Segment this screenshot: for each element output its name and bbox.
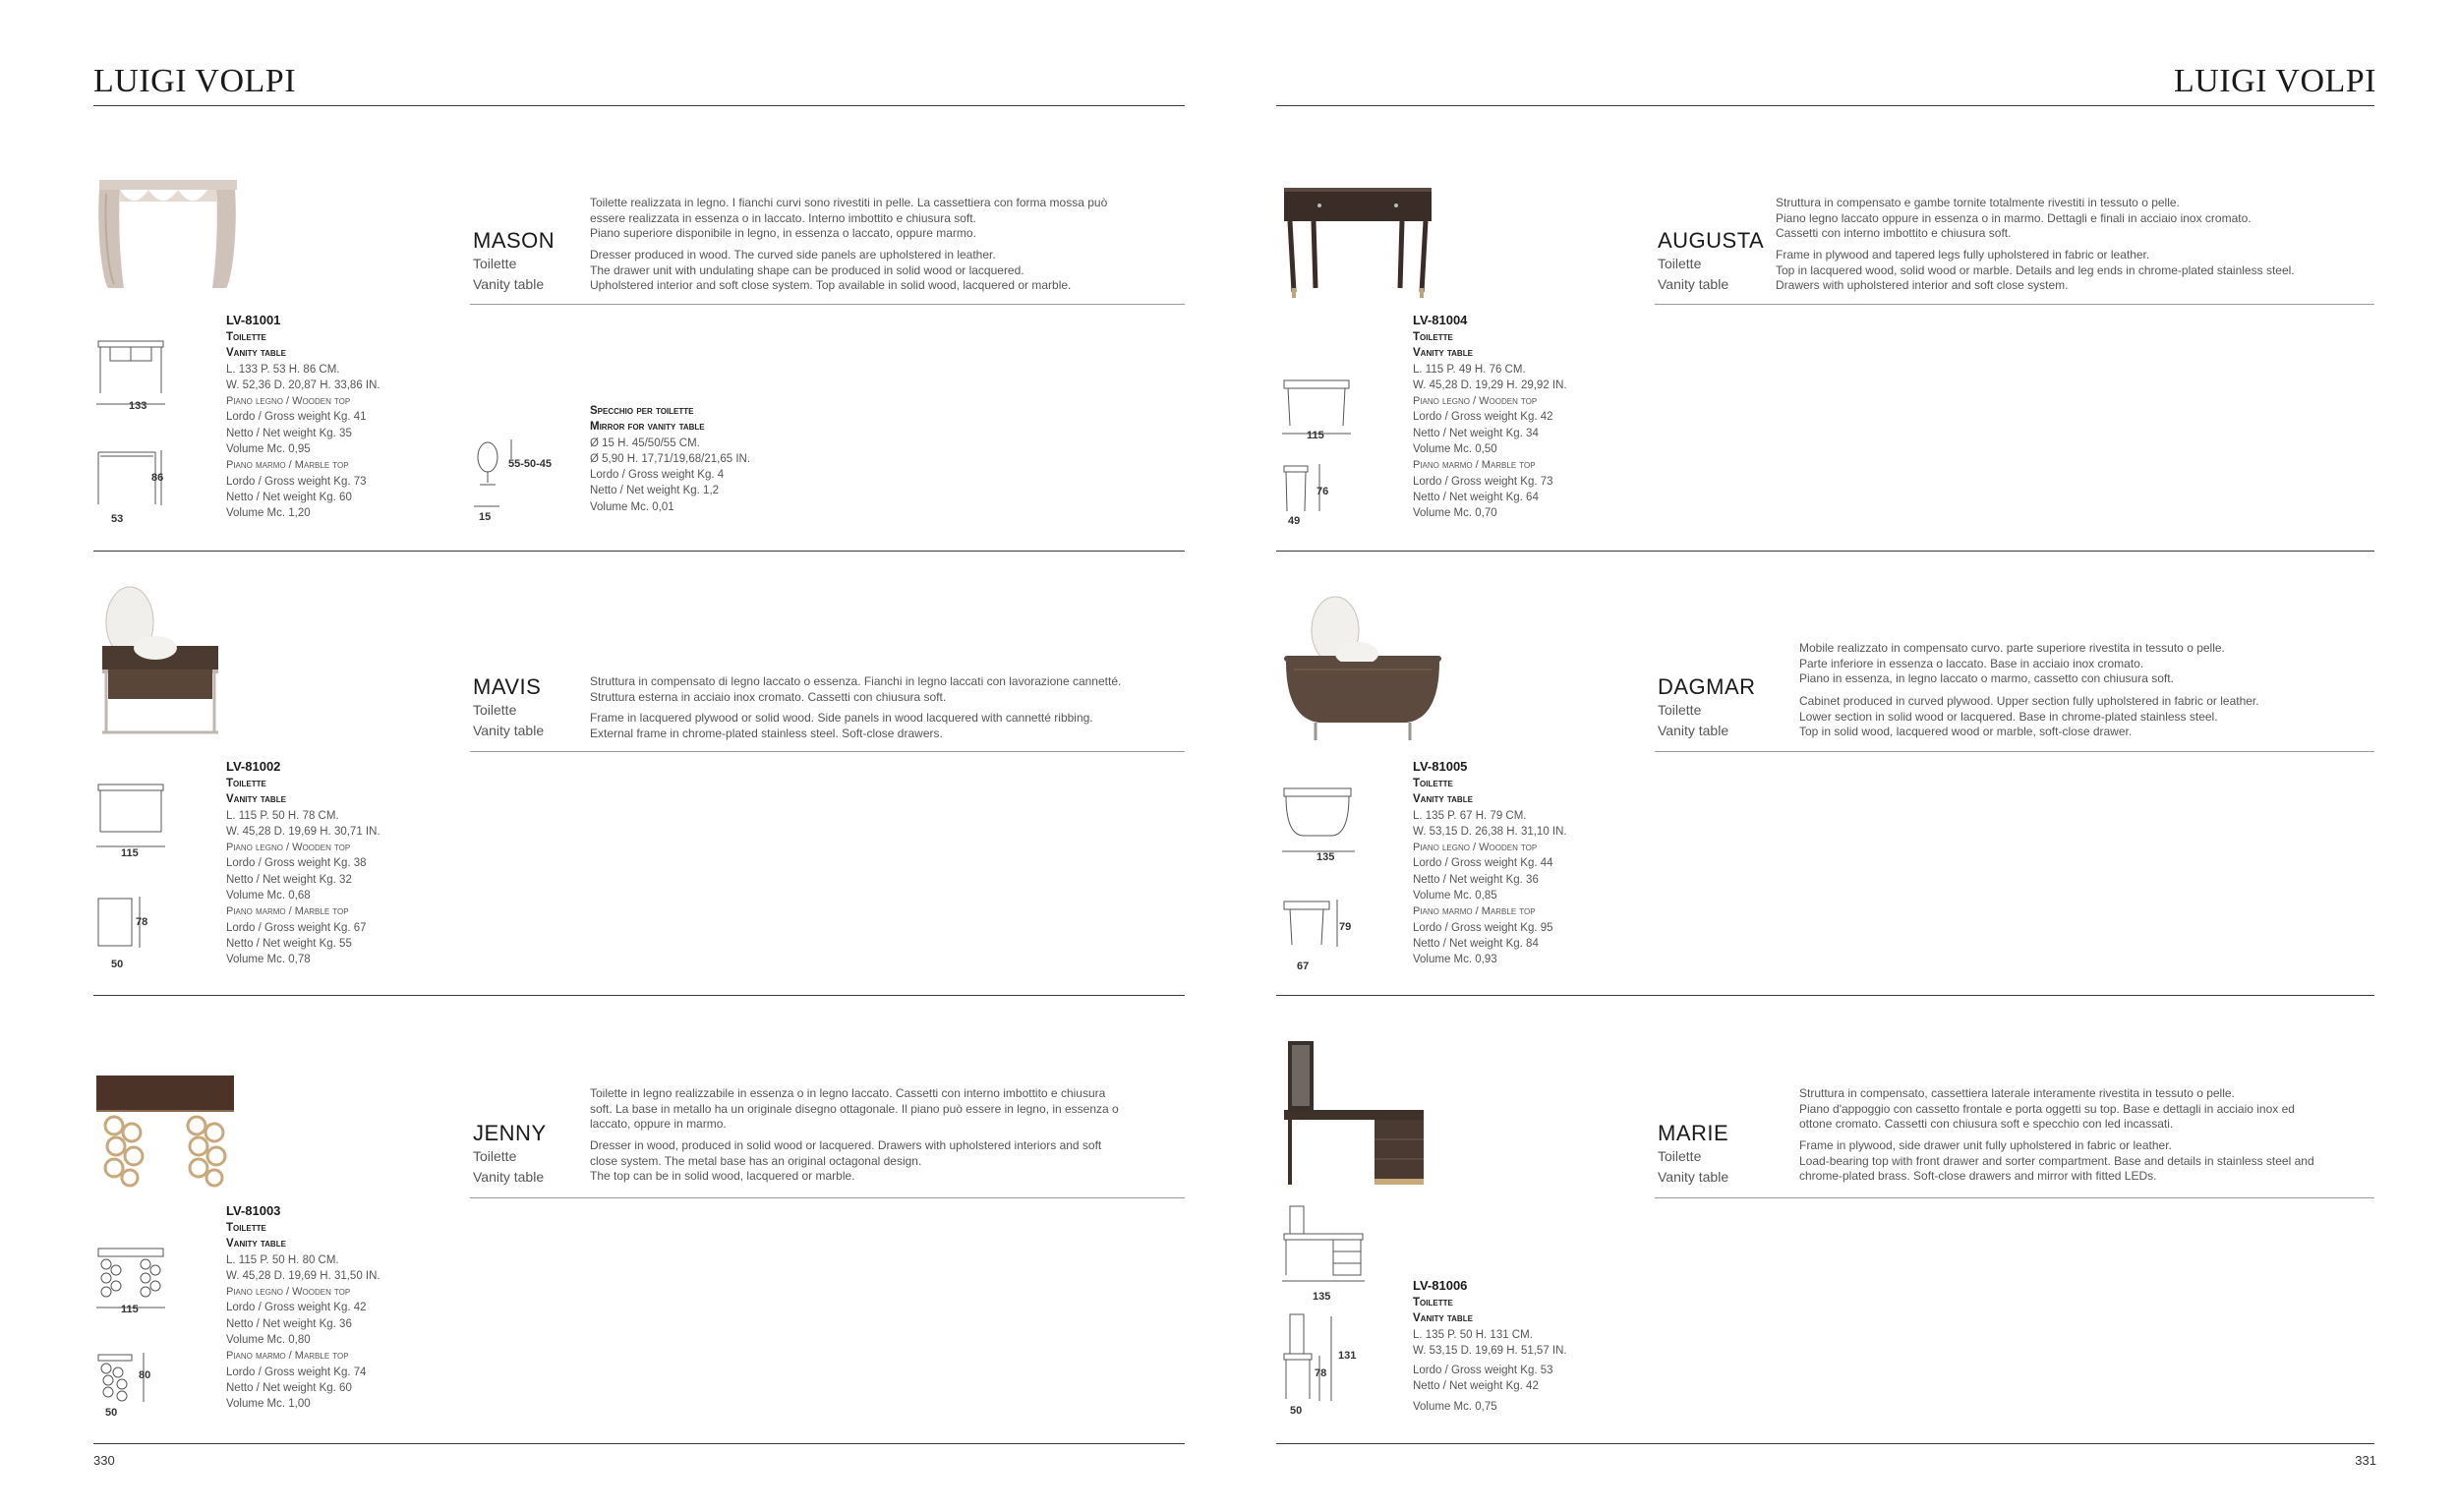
mirror-title-it: Specchio per toilette <box>590 405 694 417</box>
brand-logo-right: LUIGI VOLPI <box>2173 63 2376 99</box>
product-type-en: Vanity table <box>473 276 545 292</box>
section-divider <box>93 995 1185 996</box>
wood-net: Netto / Net weight Kg. 34 <box>1413 427 1539 439</box>
product-code: LV-81002 <box>226 759 281 774</box>
wood-vol: Volume Mc. 0,80 <box>226 1334 311 1347</box>
marble-net: Netto / Net weight Kg. 84 <box>1413 937 1539 950</box>
mason-height-dim: 86 <box>151 472 164 484</box>
dims-cm: L. 133 P. 53 H. 86 CM. <box>226 363 340 376</box>
jenny-side-drawing <box>94 1353 168 1410</box>
jenny-desc-en: Dresser in wood, produced in solid wood or lacquered. Drawers with upholstered interiors and soft close system. The metal base has an original octagonal design. The top can be in solid wood, lacquered or marble. <box>590 1138 1102 1183</box>
header-rule-right <box>1276 105 2374 106</box>
type-it: Toilette <box>226 1222 266 1234</box>
wood-net: Netto / Net weight Kg. 32 <box>226 873 352 886</box>
mirror-dims-in: Ø 5,90 H. 17,71/19,68/21,65 IN. <box>590 452 751 465</box>
dagmar-height-dim: 79 <box>1339 921 1352 933</box>
product-type-it: Toilette <box>473 256 517 271</box>
dagmar-desc-en: Cabinet produced in curved plywood. Upper section fully upholstered in fabric or leather. Lower section in solid wood or lacquered. Base in chrome-plated stainless steel. Top in solid wood, lacquered wood or marble, soft-close drawer. <box>1799 694 2259 738</box>
wood-gross: Lordo / Gross weight Kg. 41 <box>226 411 367 424</box>
dims-in: W. 53,15 D. 26,38 H. 31,10 IN. <box>1413 825 1567 838</box>
dagmar-title-rule <box>1655 751 2374 752</box>
type-en: Vanity table <box>226 347 286 360</box>
dims-cm: L. 135 P. 67 H. 79 CM. <box>1413 809 1527 822</box>
product-code: LV-81006 <box>1413 1278 1468 1293</box>
product-type-it: Toilette <box>1658 702 1702 718</box>
jenny-height-dim: 80 <box>139 1369 151 1381</box>
jenny-depth-dim: 50 <box>105 1407 118 1419</box>
mavis-width-dim: 115 <box>121 847 139 859</box>
mirror-depth-dim: 15 <box>479 511 492 523</box>
product-type-it: Toilette <box>473 1148 517 1164</box>
dims-cm: L. 115 P. 49 H. 76 CM. <box>1413 363 1526 376</box>
product-type-it: Toilette <box>1658 256 1702 271</box>
product-name: MAVIS <box>473 674 542 699</box>
brand-logo-left: LUIGI VOLPI <box>93 63 297 99</box>
jenny-desc-it: Toilette in legno realizzabile in essenza o in legno laccato. Cassetti con interno imbottito e chiusura soft. La base in metallo ha un originale disegno ottagonale. Il piano può essere in legno, in essenza o laccato, oppure in marmo. <box>590 1086 1119 1131</box>
mavis-height-dim: 78 <box>136 916 148 928</box>
marie-width-dim: 135 <box>1313 1291 1331 1303</box>
wood-gross: Lordo / Gross weight Kg. 42 <box>226 1302 367 1314</box>
product-code: LV-81003 <box>226 1203 281 1218</box>
net-weight: Netto / Net weight Kg. 42 <box>1413 1380 1539 1393</box>
product-name: AUGUSTA <box>1658 228 1765 253</box>
marble-top-label: Piano marmo / Marble top <box>226 1350 349 1363</box>
marble-net: Netto / Net weight Kg. 60 <box>226 491 352 503</box>
mavis-desc-en: Frame in lacquered plywood or solid wood. Side panels in wood lacquered with cannetté ribbing. External frame in chrome-plated stainless steel. Soft-close drawers. <box>590 711 1093 740</box>
wood-net: Netto / Net weight Kg. 36 <box>226 1317 352 1330</box>
wood-gross: Lordo / Gross weight Kg. 38 <box>226 857 367 870</box>
footer-rule-left <box>93 1443 1185 1444</box>
augusta-height-dim: 76 <box>1316 486 1329 497</box>
footer-rule-right <box>1276 1443 2374 1444</box>
marble-gross: Lordo / Gross weight Kg. 67 <box>226 921 367 934</box>
marie-desc-en: Frame in plywood, side drawer unit fully upholstered in fabric or leather. Load-bearing top with front drawer and sorter compartment. Base and details in stainless steel and chrome-plated brass. Soft-close drawers and mirror with fitted LEDs. <box>1799 1138 2314 1183</box>
mason-title-rule <box>470 304 1185 305</box>
marie-side-drawing <box>1280 1312 1359 1411</box>
type-en: Vanity table <box>226 1238 286 1250</box>
marie-title <box>1658 1121 1728 1188</box>
marie-front-drawing <box>1280 1204 1369 1283</box>
type-en: Vanity table <box>1413 1312 1473 1325</box>
product-type-it: Toilette <box>473 702 517 718</box>
marble-top-label: Piano marmo / Marble top <box>1413 459 1536 472</box>
marie-specs <box>1413 1278 1567 1415</box>
mason-width-dim: 133 <box>129 400 147 412</box>
dims-in: W. 45,28 D. 19,69 H. 30,71 IN. <box>226 825 380 838</box>
augusta-photo <box>1280 182 1437 310</box>
augusta-depth-dim: 49 <box>1288 515 1301 527</box>
section-divider <box>93 551 1185 552</box>
product-name: DAGMAR <box>1658 674 1756 699</box>
marble-vol: Volume Mc. 0,78 <box>226 954 311 966</box>
mirror-vol: Volume Mc. 0,01 <box>590 500 674 513</box>
dagmar-depth-dim: 67 <box>1297 960 1310 972</box>
dims-in: W. 53,15 D. 19,69 H. 51,57 IN. <box>1413 1344 1567 1357</box>
mavis-side-drawing <box>94 897 168 958</box>
marble-top-label: Piano marmo / Marble top <box>226 459 349 472</box>
mavis-desc-it: Struttura in compensato di legno laccato o essenza. Fianchi in legno laccati con lavorazione cannetté. Struttura esterna in acciaio inox cromato. Cassetti con chiusura soft. <box>590 674 1122 704</box>
type-en: Vanity table <box>1413 347 1473 360</box>
marble-net: Netto / Net weight Kg. 55 <box>226 937 352 950</box>
marble-vol: Volume Mc. 0,70 <box>1413 507 1497 520</box>
product-type-en: Vanity table <box>473 1169 545 1185</box>
product-name: MARIE <box>1658 1121 1729 1145</box>
dims-cm: L. 115 P. 50 H. 78 CM. <box>226 809 339 822</box>
gross-weight: Lordo / Gross weight Kg. 53 <box>1413 1365 1553 1377</box>
product-code: LV-81001 <box>226 313 281 327</box>
type-it: Toilette <box>226 331 266 343</box>
dims-in: W. 45,28 D. 19,69 H. 31,50 IN. <box>226 1269 380 1282</box>
marble-vol: Volume Mc. 1,00 <box>226 1398 311 1411</box>
augusta-specs <box>1413 313 1567 522</box>
mirror-drawing <box>470 437 558 511</box>
section-divider <box>1276 551 2374 552</box>
mavis-depth-dim: 50 <box>111 959 124 970</box>
augusta-desc-en: Frame in plywood and tapered legs fully upholstered in fabric or leather. Top in lacquered wood, solid wood or marble. Details and leg ends in chrome-plated stainless steel. Drawers with upholstered interior and soft close system. <box>1776 248 2295 292</box>
product-name: JENNY <box>473 1121 547 1145</box>
marble-vol: Volume Mc. 1,20 <box>226 507 311 520</box>
mirror-specs <box>590 403 750 515</box>
product-type-en: Vanity table <box>1658 1169 1729 1185</box>
mirror-net: Netto / Net weight Kg. 1,2 <box>590 485 720 497</box>
type-it: Toilette <box>1413 1297 1453 1308</box>
wood-vol: Volume Mc. 0,95 <box>226 443 311 456</box>
dims-in: W. 52,36 D. 20,87 H. 33,86 IN. <box>226 378 380 391</box>
header-rule-left <box>93 105 1185 106</box>
mason-front-drawing <box>94 339 168 408</box>
dims-cm: L. 135 P. 50 H. 131 CM. <box>1413 1328 1533 1341</box>
dagmar-width-dim: 135 <box>1316 851 1335 863</box>
marie-depth-dim: 50 <box>1290 1405 1303 1417</box>
marble-vol: Volume Mc. 0,93 <box>1413 954 1497 966</box>
marie-desc-it: Struttura in compensato, cassettiera laterale interamente rivestita in tessuto o pelle. Piano d'appoggio con cassetto frontale e porta oggetti su top. Base e dettagli in acciaio inox ed ottone cromato. Cassetti con chiusura soft e specchio con led incassati. <box>1799 1086 2295 1131</box>
product-code: LV-81005 <box>1413 759 1468 774</box>
marble-net: Netto / Net weight Kg. 60 <box>226 1381 352 1394</box>
mirror-gross: Lordo / Gross weight Kg. 4 <box>590 469 725 482</box>
marble-top-label: Piano marmo / Marble top <box>1413 905 1536 918</box>
product-name: MASON <box>473 228 556 253</box>
marble-top-label: Piano marmo / Marble top <box>226 905 349 918</box>
product-type-en: Vanity table <box>1658 276 1729 292</box>
marble-gross: Lordo / Gross weight Kg. 73 <box>1413 475 1553 488</box>
mavis-title <box>473 674 544 741</box>
dims-in: W. 45,28 D. 19,29 H. 29,92 IN. <box>1413 378 1567 391</box>
marble-net: Netto / Net weight Kg. 64 <box>1413 491 1539 503</box>
mavis-front-drawing <box>94 783 168 851</box>
wood-vol: Volume Mc. 0,50 <box>1413 443 1497 456</box>
marie-title-rule <box>1655 1197 2374 1198</box>
marie-photo <box>1280 1037 1428 1194</box>
wood-top-label: Piano legno / Wooden top <box>226 395 351 408</box>
type-en: Vanity table <box>226 793 286 806</box>
wood-gross: Lordo / Gross weight Kg. 42 <box>1413 411 1553 424</box>
wood-vol: Volume Mc. 0,85 <box>1413 890 1497 902</box>
jenny-photo <box>94 1072 242 1190</box>
augusta-title-rule <box>1655 304 2374 305</box>
mason-desc-it: Toilette realizzata in legno. I fianchi curvi sono rivestiti in pelle. La cassettiera con forma mossa può essere realizzata in essenza o in laccato. Interno imbottito e chiusura soft. Piano superiore disponibile in legno, in essenza o laccato, oppure marmo. <box>590 196 1108 240</box>
page-number-right: 331 <box>2355 1453 2376 1468</box>
wood-vol: Volume Mc. 0,68 <box>226 890 311 902</box>
wood-top-label: Piano legno / Wooden top <box>1413 842 1538 854</box>
dagmar-photo <box>1280 595 1447 752</box>
product-type-en: Vanity table <box>1658 723 1729 738</box>
marie-height-dim: 78 <box>1315 1367 1327 1379</box>
mavis-specs <box>226 759 380 968</box>
wood-top-label: Piano legno / Wooden top <box>226 842 351 854</box>
dagmar-title <box>1658 674 1756 741</box>
product-type-it: Toilette <box>1658 1148 1702 1164</box>
mirror-height-dim: 55-50-45 <box>508 458 553 470</box>
marble-gross: Lordo / Gross weight Kg. 74 <box>226 1366 367 1378</box>
page-number-left: 330 <box>93 1453 115 1468</box>
marie-total-height-dim: 131 <box>1338 1350 1357 1362</box>
wood-gross: Lordo / Gross weight Kg. 44 <box>1413 857 1553 870</box>
augusta-width-dim: 115 <box>1307 430 1324 441</box>
mirror-dims-cm: Ø 15 H. 45/50/55 CM. <box>590 436 700 449</box>
wood-net: Netto / Net weight Kg. 35 <box>226 427 352 439</box>
mason-specs <box>226 313 380 522</box>
dims-cm: L. 115 P. 50 H. 80 CM. <box>226 1253 339 1266</box>
type-it: Toilette <box>1413 778 1453 789</box>
wood-top-label: Piano legno / Wooden top <box>226 1286 351 1299</box>
type-it: Toilette <box>226 778 266 789</box>
type-en: Vanity table <box>1413 793 1473 806</box>
mavis-photo <box>94 585 242 742</box>
mirror-title-en: Mirror for vanity table <box>590 421 705 434</box>
mavis-title-rule <box>470 751 1185 752</box>
jenny-title-rule <box>470 1197 1185 1198</box>
marble-gross: Lordo / Gross weight Kg. 95 <box>1413 921 1553 934</box>
jenny-width-dim: 115 <box>121 1304 139 1315</box>
dagmar-front-drawing <box>1280 786 1359 855</box>
dagmar-specs <box>1413 759 1567 968</box>
augusta-title <box>1658 228 1764 295</box>
volume: Volume Mc. 0,75 <box>1413 1400 1497 1413</box>
type-it: Toilette <box>1413 331 1453 343</box>
wood-net: Netto / Net weight Kg. 36 <box>1413 873 1539 886</box>
mason-depth-dim: 53 <box>111 513 124 525</box>
mason-photo <box>94 172 242 295</box>
mason-title <box>473 228 555 295</box>
jenny-title <box>473 1121 547 1188</box>
section-divider <box>1276 995 2374 996</box>
augusta-desc-it: Struttura in compensato e gambe tornite totalmente rivestiti in tessuto o pelle. Piano legno laccato oppure in essenza o in marmo. Dettagli e finali in acciaio inox cromato. Cassetti con interno imbottito e chiusura soft. <box>1776 196 2252 240</box>
product-code: LV-81004 <box>1413 313 1468 327</box>
jenny-specs <box>226 1203 380 1413</box>
product-type-en: Vanity table <box>473 723 545 738</box>
wood-top-label: Piano legno / Wooden top <box>1413 395 1538 408</box>
marble-gross: Lordo / Gross weight Kg. 73 <box>226 475 367 488</box>
dagmar-desc-it: Mobile realizzato in compensato curvo. parte superiore rivestita in tessuto o pelle. Parte inferiore in essenza o laccato. Base in acciaio inox cromato. Piano in essenza, in legno laccato o marmo, cassetto con chiusura soft. <box>1799 641 2225 685</box>
mason-desc-en: Dresser produced in wood. The curved side panels are upholstered in leather. The drawer unit with undulating shape can be produced in solid wood or lacquered. Upholstered interior and soft close system. Top available in solid wood, lacquered or marble. <box>590 248 1072 292</box>
